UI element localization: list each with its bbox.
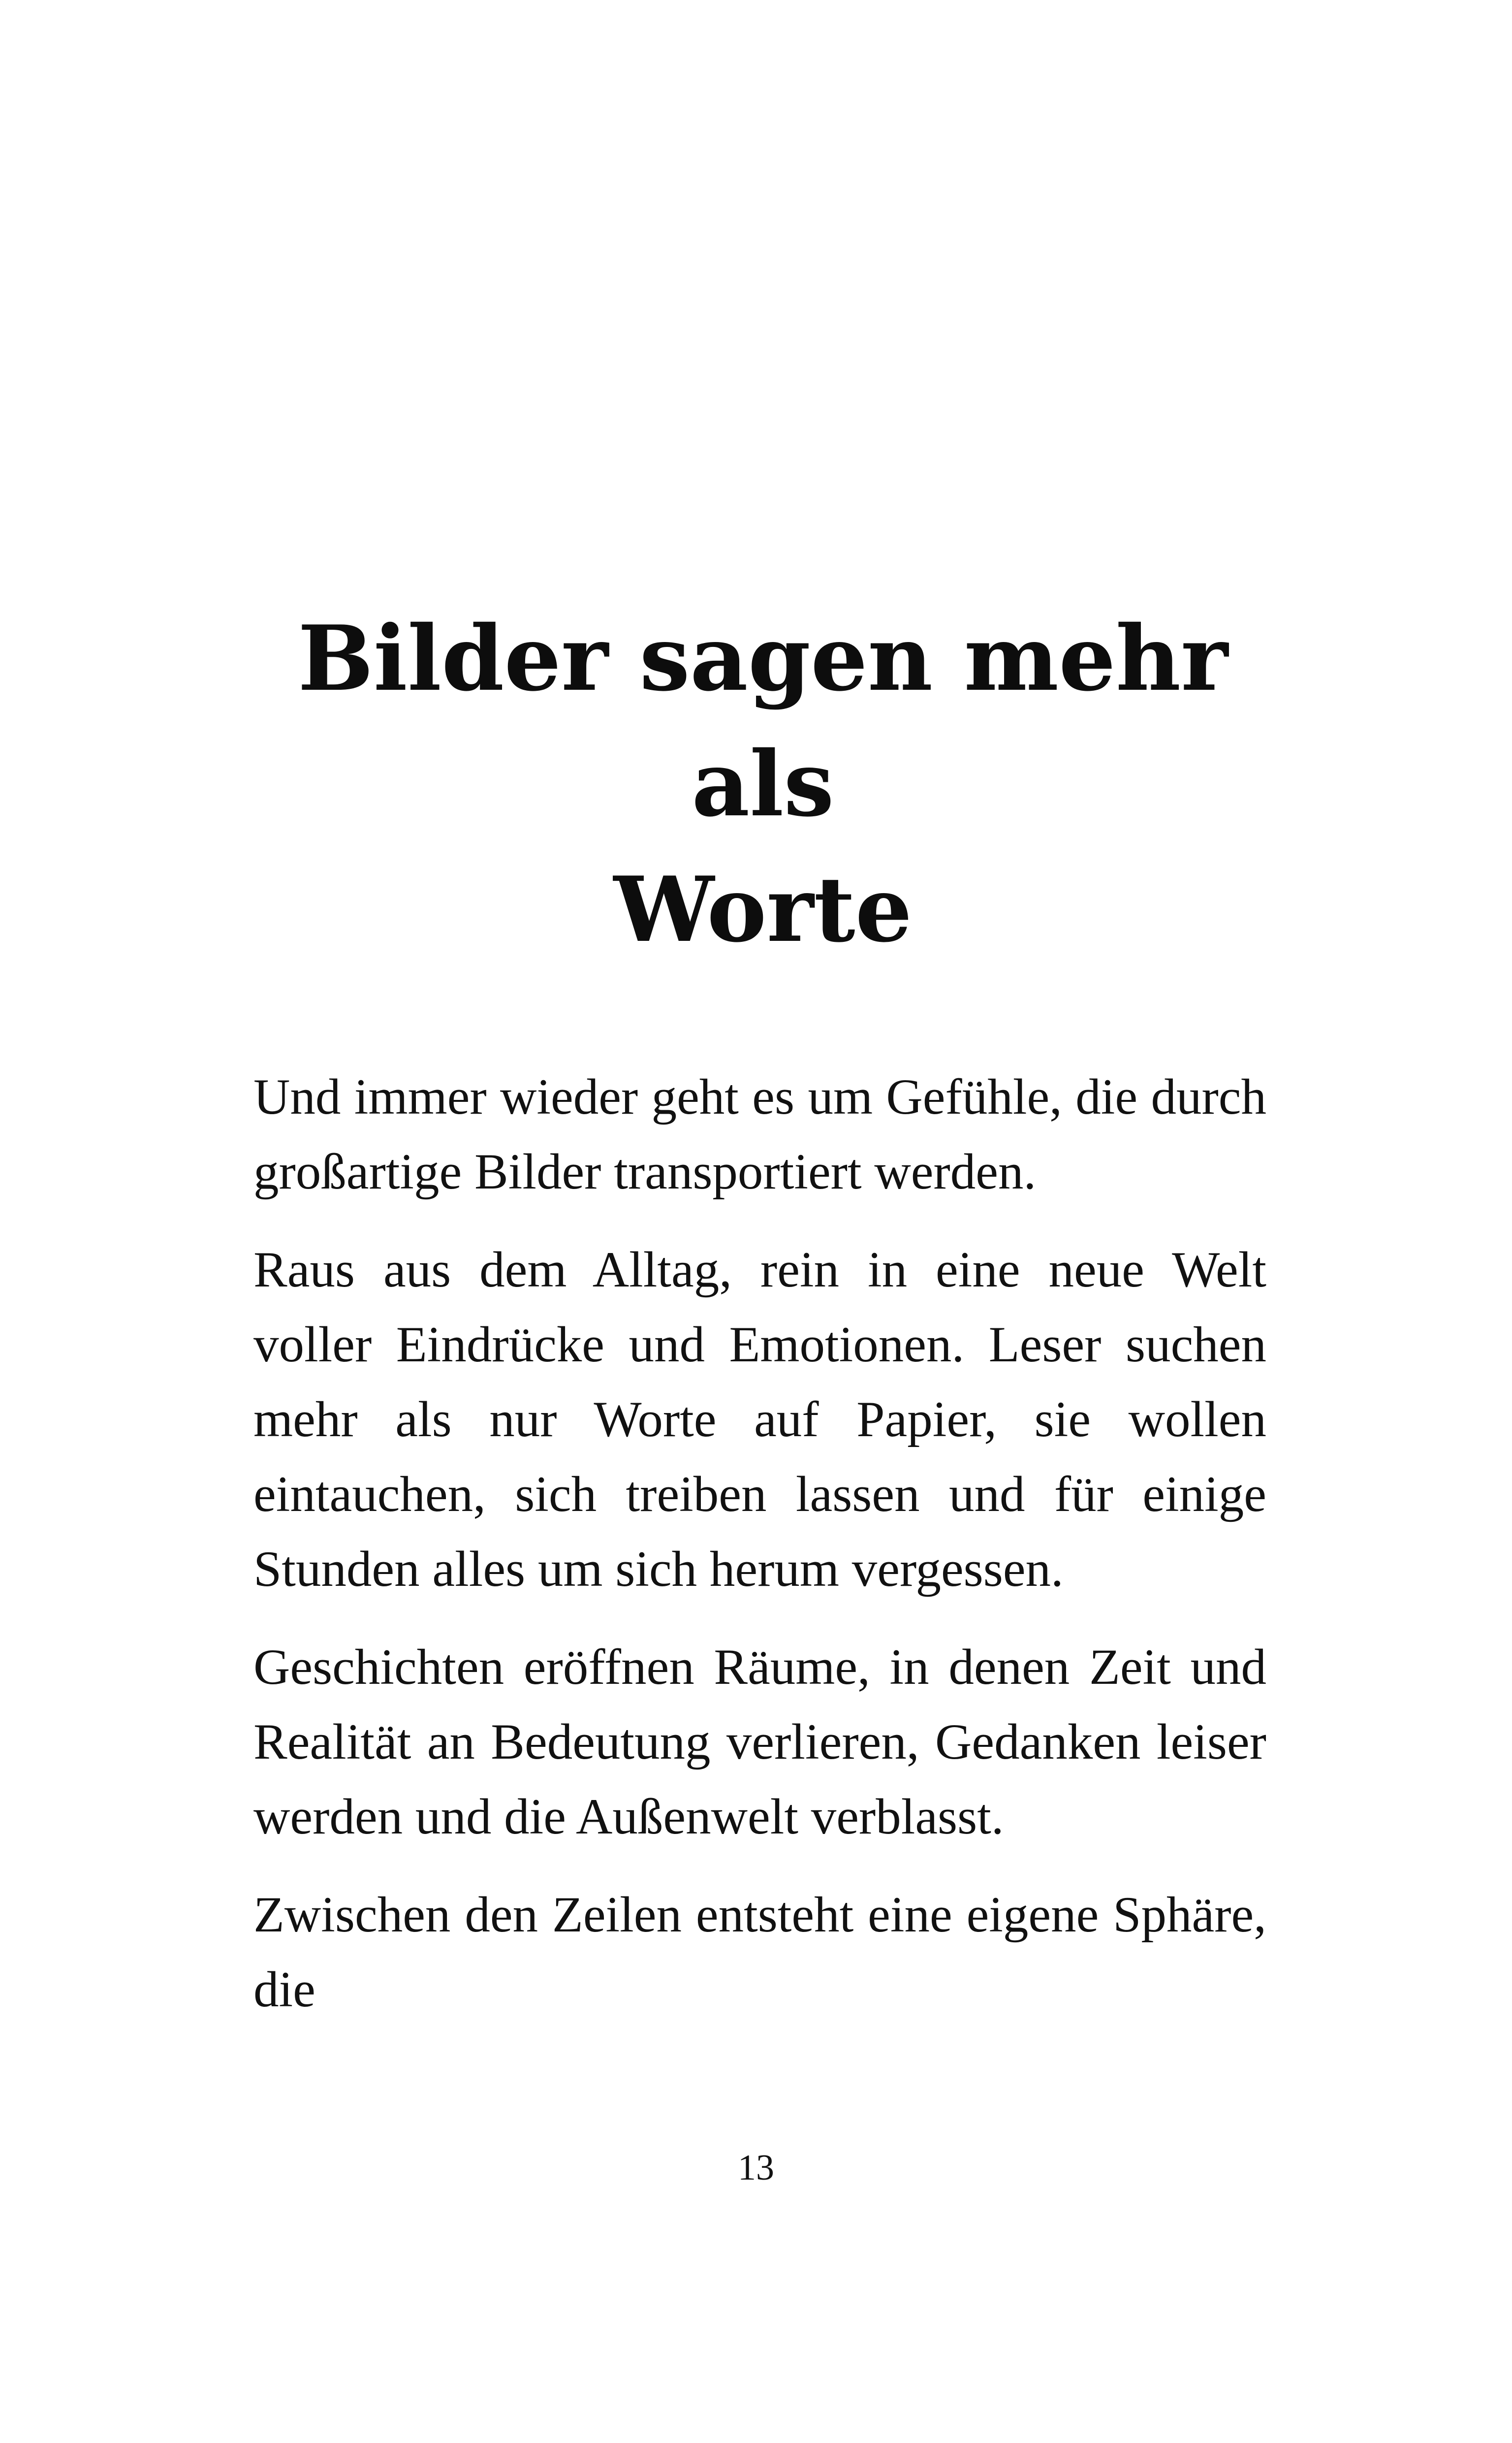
chapter-title-line-2: Worte bbox=[613, 857, 913, 962]
paragraph-3: Geschichten eröffnen Räume, in denen Zeit und Realität an Bedeutung verlieren, Gedanken leiser werden und die Außenwelt verblasst. bbox=[253, 1639, 1266, 1845]
paragraph-1: Und immer wieder geht es um Gefühle, die durch großartige Bilder transportiert werden. bbox=[253, 1069, 1266, 1200]
body-text bbox=[253, 1060, 1266, 2050]
chapter-title-line-1: Bilder sagen mehr als bbox=[297, 606, 1228, 836]
chapter-title bbox=[256, 596, 1270, 972]
paragraph-4: Zwischen den Zeilen entsteht eine eigene Sphäre, die bbox=[253, 1887, 1266, 2018]
paragraph-2: Raus aus dem Alltag, rein in eine neue Welt voller Eindrücke und Emotionen. Leser suchen mehr als nur Worte auf Papier, sie wollen eintauchen, sich treiben lassen und für einige Stunden alles um sich herum vergessen. bbox=[253, 1242, 1266, 1597]
page-number: 13 bbox=[738, 2148, 774, 2188]
